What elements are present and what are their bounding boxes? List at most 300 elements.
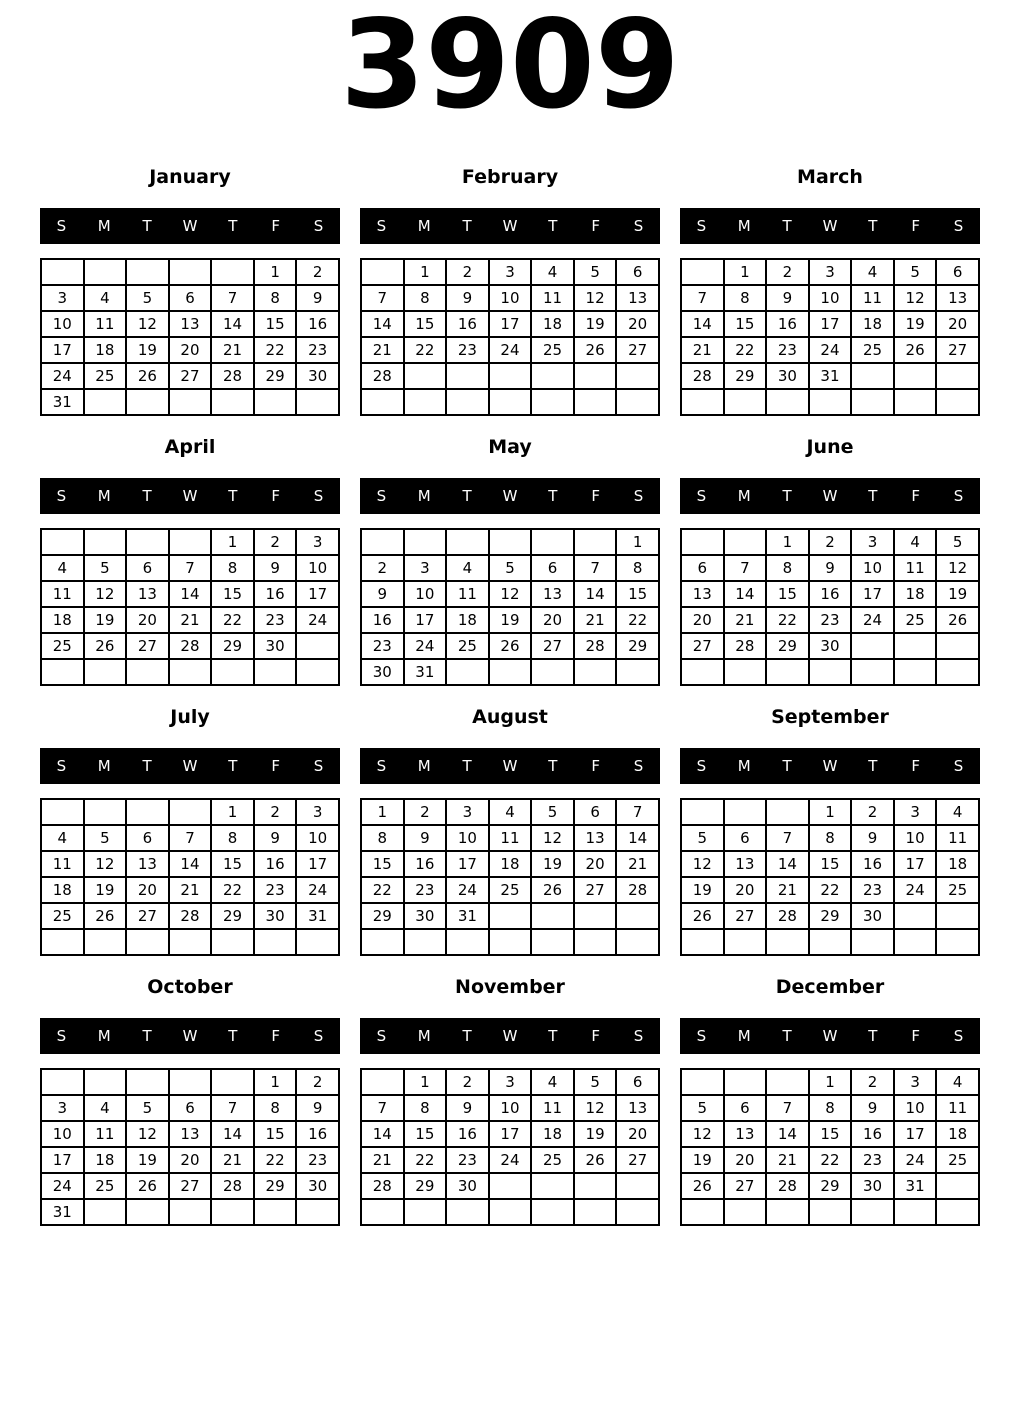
date-cell: 15 <box>616 581 659 607</box>
date-cell: 3 <box>894 1069 937 1095</box>
day-header-cell: W <box>182 217 198 235</box>
day-header-cell: M <box>417 757 431 775</box>
date-cell: 30 <box>851 1173 894 1199</box>
date-cell: 13 <box>531 581 574 607</box>
month-name: November <box>455 976 565 998</box>
date-cell: 1 <box>809 1069 852 1095</box>
month-grid-body <box>361 529 659 685</box>
day-header-cell: T <box>782 757 792 775</box>
date-cell: 1 <box>211 529 254 555</box>
date-cell: 27 <box>169 1173 212 1199</box>
day-header-cell: F <box>591 1027 601 1045</box>
date-cell: 26 <box>936 607 979 633</box>
day-header-cell: F <box>591 757 601 775</box>
month-block <box>360 436 660 686</box>
day-header-row <box>40 208 340 244</box>
empty-date-cell <box>894 363 937 389</box>
month-grid-body <box>681 799 979 955</box>
date-cell: 24 <box>809 337 852 363</box>
day-header-cell: T <box>142 757 152 775</box>
week-row <box>681 311 979 337</box>
week-row <box>41 1147 339 1173</box>
empty-date-cell <box>531 389 574 415</box>
date-cell: 31 <box>41 389 84 415</box>
date-cell: 17 <box>296 851 339 877</box>
date-cell: 11 <box>41 581 84 607</box>
date-cell: 4 <box>84 285 127 311</box>
date-cell: 25 <box>894 607 937 633</box>
month-block <box>40 436 340 686</box>
date-cell: 18 <box>41 877 84 903</box>
empty-date-cell <box>531 363 574 389</box>
date-cell: 9 <box>296 1095 339 1121</box>
date-cell: 17 <box>446 851 489 877</box>
week-row <box>41 285 339 311</box>
date-cell: 28 <box>361 363 404 389</box>
day-header-row <box>680 208 980 244</box>
date-cell: 7 <box>169 825 212 851</box>
empty-date-cell <box>254 389 297 415</box>
month-block <box>360 706 660 956</box>
date-cell: 12 <box>681 1121 724 1147</box>
date-cell: 16 <box>296 311 339 337</box>
empty-date-cell <box>296 929 339 955</box>
empty-date-cell <box>894 903 937 929</box>
week-row <box>361 1121 659 1147</box>
week-row <box>41 633 339 659</box>
week-row <box>41 1121 339 1147</box>
day-header-row <box>40 1018 340 1054</box>
date-cell: 12 <box>531 825 574 851</box>
date-cell: 4 <box>531 259 574 285</box>
date-cell: 15 <box>404 1121 447 1147</box>
empty-date-cell <box>531 1173 574 1199</box>
date-cell: 29 <box>616 633 659 659</box>
date-cell: 22 <box>724 337 767 363</box>
month-block <box>40 706 340 956</box>
date-cell: 25 <box>851 337 894 363</box>
day-header-cell: S <box>633 217 644 235</box>
day-header-cell: T <box>228 487 238 505</box>
empty-date-cell <box>936 389 979 415</box>
date-cell: 9 <box>851 825 894 851</box>
day-header-cell: W <box>182 1027 198 1045</box>
date-cell: 24 <box>404 633 447 659</box>
date-cell: 4 <box>41 555 84 581</box>
date-cell: 11 <box>936 1095 979 1121</box>
date-cell: 10 <box>489 285 532 311</box>
date-cell: 8 <box>724 285 767 311</box>
date-cell: 22 <box>404 1147 447 1173</box>
date-cell: 3 <box>809 259 852 285</box>
empty-date-cell <box>574 1199 617 1225</box>
date-cell: 11 <box>851 285 894 311</box>
date-cell: 11 <box>84 311 127 337</box>
date-cell: 29 <box>404 1173 447 1199</box>
empty-date-cell <box>361 1199 404 1225</box>
date-cell: 23 <box>404 877 447 903</box>
day-header-cell: T <box>228 1027 238 1045</box>
date-cell: 24 <box>489 337 532 363</box>
date-cell: 5 <box>84 555 127 581</box>
date-cell: 11 <box>894 555 937 581</box>
empty-date-cell <box>446 659 489 685</box>
date-cell: 22 <box>766 607 809 633</box>
day-header-cell: M <box>97 487 111 505</box>
date-cell: 10 <box>489 1095 532 1121</box>
week-row <box>681 285 979 311</box>
empty-date-cell <box>616 903 659 929</box>
date-cell: 28 <box>766 903 809 929</box>
date-cell: 5 <box>894 259 937 285</box>
date-cell: 10 <box>41 1121 84 1147</box>
date-cell: 5 <box>489 555 532 581</box>
date-cell: 30 <box>851 903 894 929</box>
date-cell: 23 <box>254 877 297 903</box>
date-cell: 22 <box>211 607 254 633</box>
date-cell: 29 <box>724 363 767 389</box>
date-cell: 21 <box>681 337 724 363</box>
month-name: September <box>771 706 889 728</box>
date-cell: 22 <box>254 337 297 363</box>
date-cell: 14 <box>169 851 212 877</box>
date-cell: 30 <box>446 1173 489 1199</box>
date-cell: 6 <box>724 1095 767 1121</box>
date-cell: 31 <box>296 903 339 929</box>
month-grid-body <box>41 1069 339 1225</box>
date-cell: 29 <box>211 633 254 659</box>
empty-date-cell <box>489 363 532 389</box>
date-cell: 7 <box>361 285 404 311</box>
date-cell: 21 <box>211 337 254 363</box>
date-cell: 29 <box>211 903 254 929</box>
date-cell: 6 <box>169 285 212 311</box>
week-row <box>361 825 659 851</box>
date-cell: 15 <box>766 581 809 607</box>
date-cell: 27 <box>936 337 979 363</box>
date-cell: 27 <box>724 1173 767 1199</box>
date-cell: 12 <box>126 1121 169 1147</box>
date-cell: 11 <box>84 1121 127 1147</box>
empty-date-cell <box>169 389 212 415</box>
date-cell: 29 <box>809 1173 852 1199</box>
date-cell: 16 <box>851 1121 894 1147</box>
day-header-cell: W <box>822 487 838 505</box>
empty-date-cell <box>404 389 447 415</box>
date-cell: 30 <box>809 633 852 659</box>
day-header-cell: T <box>462 217 472 235</box>
empty-date-cell <box>446 389 489 415</box>
date-cell: 7 <box>169 555 212 581</box>
date-cell: 27 <box>531 633 574 659</box>
week-row <box>681 1173 979 1199</box>
month-grid <box>680 798 980 956</box>
empty-date-cell <box>169 1069 212 1095</box>
empty-date-cell <box>681 1069 724 1095</box>
date-cell: 6 <box>531 555 574 581</box>
date-cell: 11 <box>531 1095 574 1121</box>
month-grid <box>40 1068 340 1226</box>
week-row <box>361 1095 659 1121</box>
date-cell: 20 <box>169 337 212 363</box>
week-row <box>41 259 339 285</box>
empty-date-cell <box>531 659 574 685</box>
empty-date-cell <box>126 259 169 285</box>
empty-date-cell <box>724 529 767 555</box>
date-cell: 12 <box>936 555 979 581</box>
date-cell: 27 <box>681 633 724 659</box>
month-grid <box>360 528 660 686</box>
day-header-cell: S <box>953 757 964 775</box>
day-header-cell: M <box>737 487 751 505</box>
date-cell: 15 <box>404 311 447 337</box>
date-cell: 20 <box>126 877 169 903</box>
empty-date-cell <box>766 929 809 955</box>
day-header-cell: F <box>591 217 601 235</box>
date-cell: 31 <box>809 363 852 389</box>
week-row <box>681 1199 979 1225</box>
empty-date-cell <box>296 633 339 659</box>
day-header-cell: M <box>417 217 431 235</box>
date-cell: 20 <box>681 607 724 633</box>
empty-date-cell <box>489 903 532 929</box>
date-cell: 4 <box>489 799 532 825</box>
date-cell: 14 <box>361 311 404 337</box>
date-cell: 21 <box>211 1147 254 1173</box>
date-cell: 2 <box>296 1069 339 1095</box>
day-header-cell: M <box>417 1027 431 1045</box>
date-cell: 17 <box>296 581 339 607</box>
day-header-cell: S <box>313 217 324 235</box>
date-cell: 23 <box>254 607 297 633</box>
date-cell: 16 <box>766 311 809 337</box>
week-row <box>361 337 659 363</box>
date-cell: 24 <box>41 1173 84 1199</box>
week-row <box>681 529 979 555</box>
date-cell: 18 <box>531 1121 574 1147</box>
date-cell: 16 <box>254 851 297 877</box>
date-cell: 15 <box>254 1121 297 1147</box>
month-name: January <box>149 166 231 188</box>
date-cell: 31 <box>446 903 489 929</box>
empty-date-cell <box>361 929 404 955</box>
day-header-cell: T <box>462 1027 472 1045</box>
date-cell: 24 <box>894 877 937 903</box>
empty-date-cell <box>724 799 767 825</box>
day-header-row <box>360 748 660 784</box>
empty-date-cell <box>809 1199 852 1225</box>
date-cell: 23 <box>296 337 339 363</box>
date-cell: 7 <box>361 1095 404 1121</box>
date-cell: 10 <box>296 825 339 851</box>
date-cell: 22 <box>616 607 659 633</box>
day-header-cell: F <box>271 487 281 505</box>
empty-date-cell <box>84 529 127 555</box>
empty-date-cell <box>84 799 127 825</box>
date-cell: 26 <box>681 903 724 929</box>
week-row <box>681 1069 979 1095</box>
day-header-cell: S <box>56 217 67 235</box>
date-cell: 27 <box>126 903 169 929</box>
week-row <box>681 389 979 415</box>
empty-date-cell <box>41 659 84 685</box>
empty-date-cell <box>724 1199 767 1225</box>
date-cell: 10 <box>894 1095 937 1121</box>
week-row <box>361 929 659 955</box>
date-cell: 2 <box>446 1069 489 1095</box>
day-header-cell: S <box>953 217 964 235</box>
date-cell: 4 <box>851 259 894 285</box>
date-cell: 13 <box>681 581 724 607</box>
date-cell: 25 <box>531 337 574 363</box>
empty-date-cell <box>574 903 617 929</box>
date-cell: 10 <box>296 555 339 581</box>
date-cell: 16 <box>809 581 852 607</box>
date-cell: 3 <box>41 1095 84 1121</box>
date-cell: 16 <box>296 1121 339 1147</box>
date-cell: 9 <box>446 285 489 311</box>
date-cell: 21 <box>616 851 659 877</box>
month-grid <box>680 1068 980 1226</box>
empty-date-cell <box>809 929 852 955</box>
empty-date-cell <box>404 363 447 389</box>
date-cell: 30 <box>254 633 297 659</box>
empty-date-cell <box>724 929 767 955</box>
date-cell: 12 <box>681 851 724 877</box>
date-cell: 6 <box>126 555 169 581</box>
empty-date-cell <box>41 799 84 825</box>
date-cell: 21 <box>724 607 767 633</box>
empty-date-cell <box>489 929 532 955</box>
empty-date-cell <box>41 529 84 555</box>
date-cell: 28 <box>211 363 254 389</box>
day-header-cell: T <box>228 217 238 235</box>
empty-date-cell <box>126 1069 169 1095</box>
date-cell: 14 <box>361 1121 404 1147</box>
date-cell: 6 <box>616 1069 659 1095</box>
empty-date-cell <box>531 529 574 555</box>
date-cell: 1 <box>211 799 254 825</box>
date-cell: 18 <box>894 581 937 607</box>
week-row <box>681 633 979 659</box>
empty-date-cell <box>296 1199 339 1225</box>
date-cell: 3 <box>894 799 937 825</box>
empty-date-cell <box>681 389 724 415</box>
empty-date-cell <box>616 659 659 685</box>
day-header-cell: S <box>376 757 387 775</box>
day-header-cell: S <box>696 1027 707 1045</box>
month-name: March <box>797 166 863 188</box>
empty-date-cell <box>681 1199 724 1225</box>
date-cell: 3 <box>296 799 339 825</box>
date-cell: 5 <box>574 1069 617 1095</box>
date-cell: 4 <box>84 1095 127 1121</box>
empty-date-cell <box>681 929 724 955</box>
day-header-cell: S <box>56 757 67 775</box>
day-header-cell: M <box>417 487 431 505</box>
date-cell: 27 <box>616 337 659 363</box>
day-header-cell: T <box>548 757 558 775</box>
empty-date-cell <box>211 1199 254 1225</box>
date-cell: 22 <box>211 877 254 903</box>
date-cell: 7 <box>574 555 617 581</box>
date-cell: 23 <box>851 877 894 903</box>
month-grid <box>360 1068 660 1226</box>
day-header-cell: S <box>953 487 964 505</box>
day-header-row <box>680 478 980 514</box>
date-cell: 22 <box>254 1147 297 1173</box>
date-cell: 17 <box>489 1121 532 1147</box>
month-block <box>40 166 340 416</box>
week-row <box>41 903 339 929</box>
day-header-row <box>360 478 660 514</box>
date-cell: 21 <box>361 1147 404 1173</box>
date-cell: 22 <box>809 1147 852 1173</box>
empty-date-cell <box>531 929 574 955</box>
month-grid <box>680 528 980 686</box>
date-cell: 24 <box>41 363 84 389</box>
day-header-cell: T <box>782 217 792 235</box>
day-header-cell: F <box>271 1027 281 1045</box>
week-row <box>361 311 659 337</box>
date-cell: 7 <box>681 285 724 311</box>
date-cell: 22 <box>404 337 447 363</box>
empty-date-cell <box>894 659 937 685</box>
date-cell: 25 <box>489 877 532 903</box>
day-header-cell: T <box>142 1027 152 1045</box>
day-header-cell: F <box>911 487 921 505</box>
date-cell: 19 <box>936 581 979 607</box>
empty-date-cell <box>574 659 617 685</box>
day-header-cell: T <box>782 1027 792 1045</box>
empty-date-cell <box>254 659 297 685</box>
day-header-cell: S <box>56 487 67 505</box>
week-row <box>361 659 659 685</box>
empty-date-cell <box>574 389 617 415</box>
empty-date-cell <box>936 633 979 659</box>
date-cell: 20 <box>724 1147 767 1173</box>
week-row <box>361 259 659 285</box>
date-cell: 4 <box>894 529 937 555</box>
week-row <box>681 659 979 685</box>
date-cell: 19 <box>489 607 532 633</box>
date-cell: 8 <box>211 825 254 851</box>
week-row <box>361 581 659 607</box>
date-cell: 15 <box>211 581 254 607</box>
date-cell: 28 <box>574 633 617 659</box>
date-cell: 4 <box>936 799 979 825</box>
day-header-cell: T <box>548 487 558 505</box>
day-header-row <box>680 748 980 784</box>
week-row <box>681 799 979 825</box>
date-cell: 7 <box>766 825 809 851</box>
date-cell: 15 <box>724 311 767 337</box>
empty-date-cell <box>936 363 979 389</box>
month-grid <box>360 258 660 416</box>
date-cell: 31 <box>404 659 447 685</box>
date-cell: 8 <box>404 285 447 311</box>
date-cell: 24 <box>851 607 894 633</box>
date-cell: 3 <box>489 259 532 285</box>
day-header-cell: W <box>822 757 838 775</box>
empty-date-cell <box>766 799 809 825</box>
date-cell: 23 <box>296 1147 339 1173</box>
empty-date-cell <box>851 363 894 389</box>
week-row <box>41 851 339 877</box>
day-header-cell: F <box>271 217 281 235</box>
empty-date-cell <box>531 903 574 929</box>
date-cell: 27 <box>616 1147 659 1173</box>
